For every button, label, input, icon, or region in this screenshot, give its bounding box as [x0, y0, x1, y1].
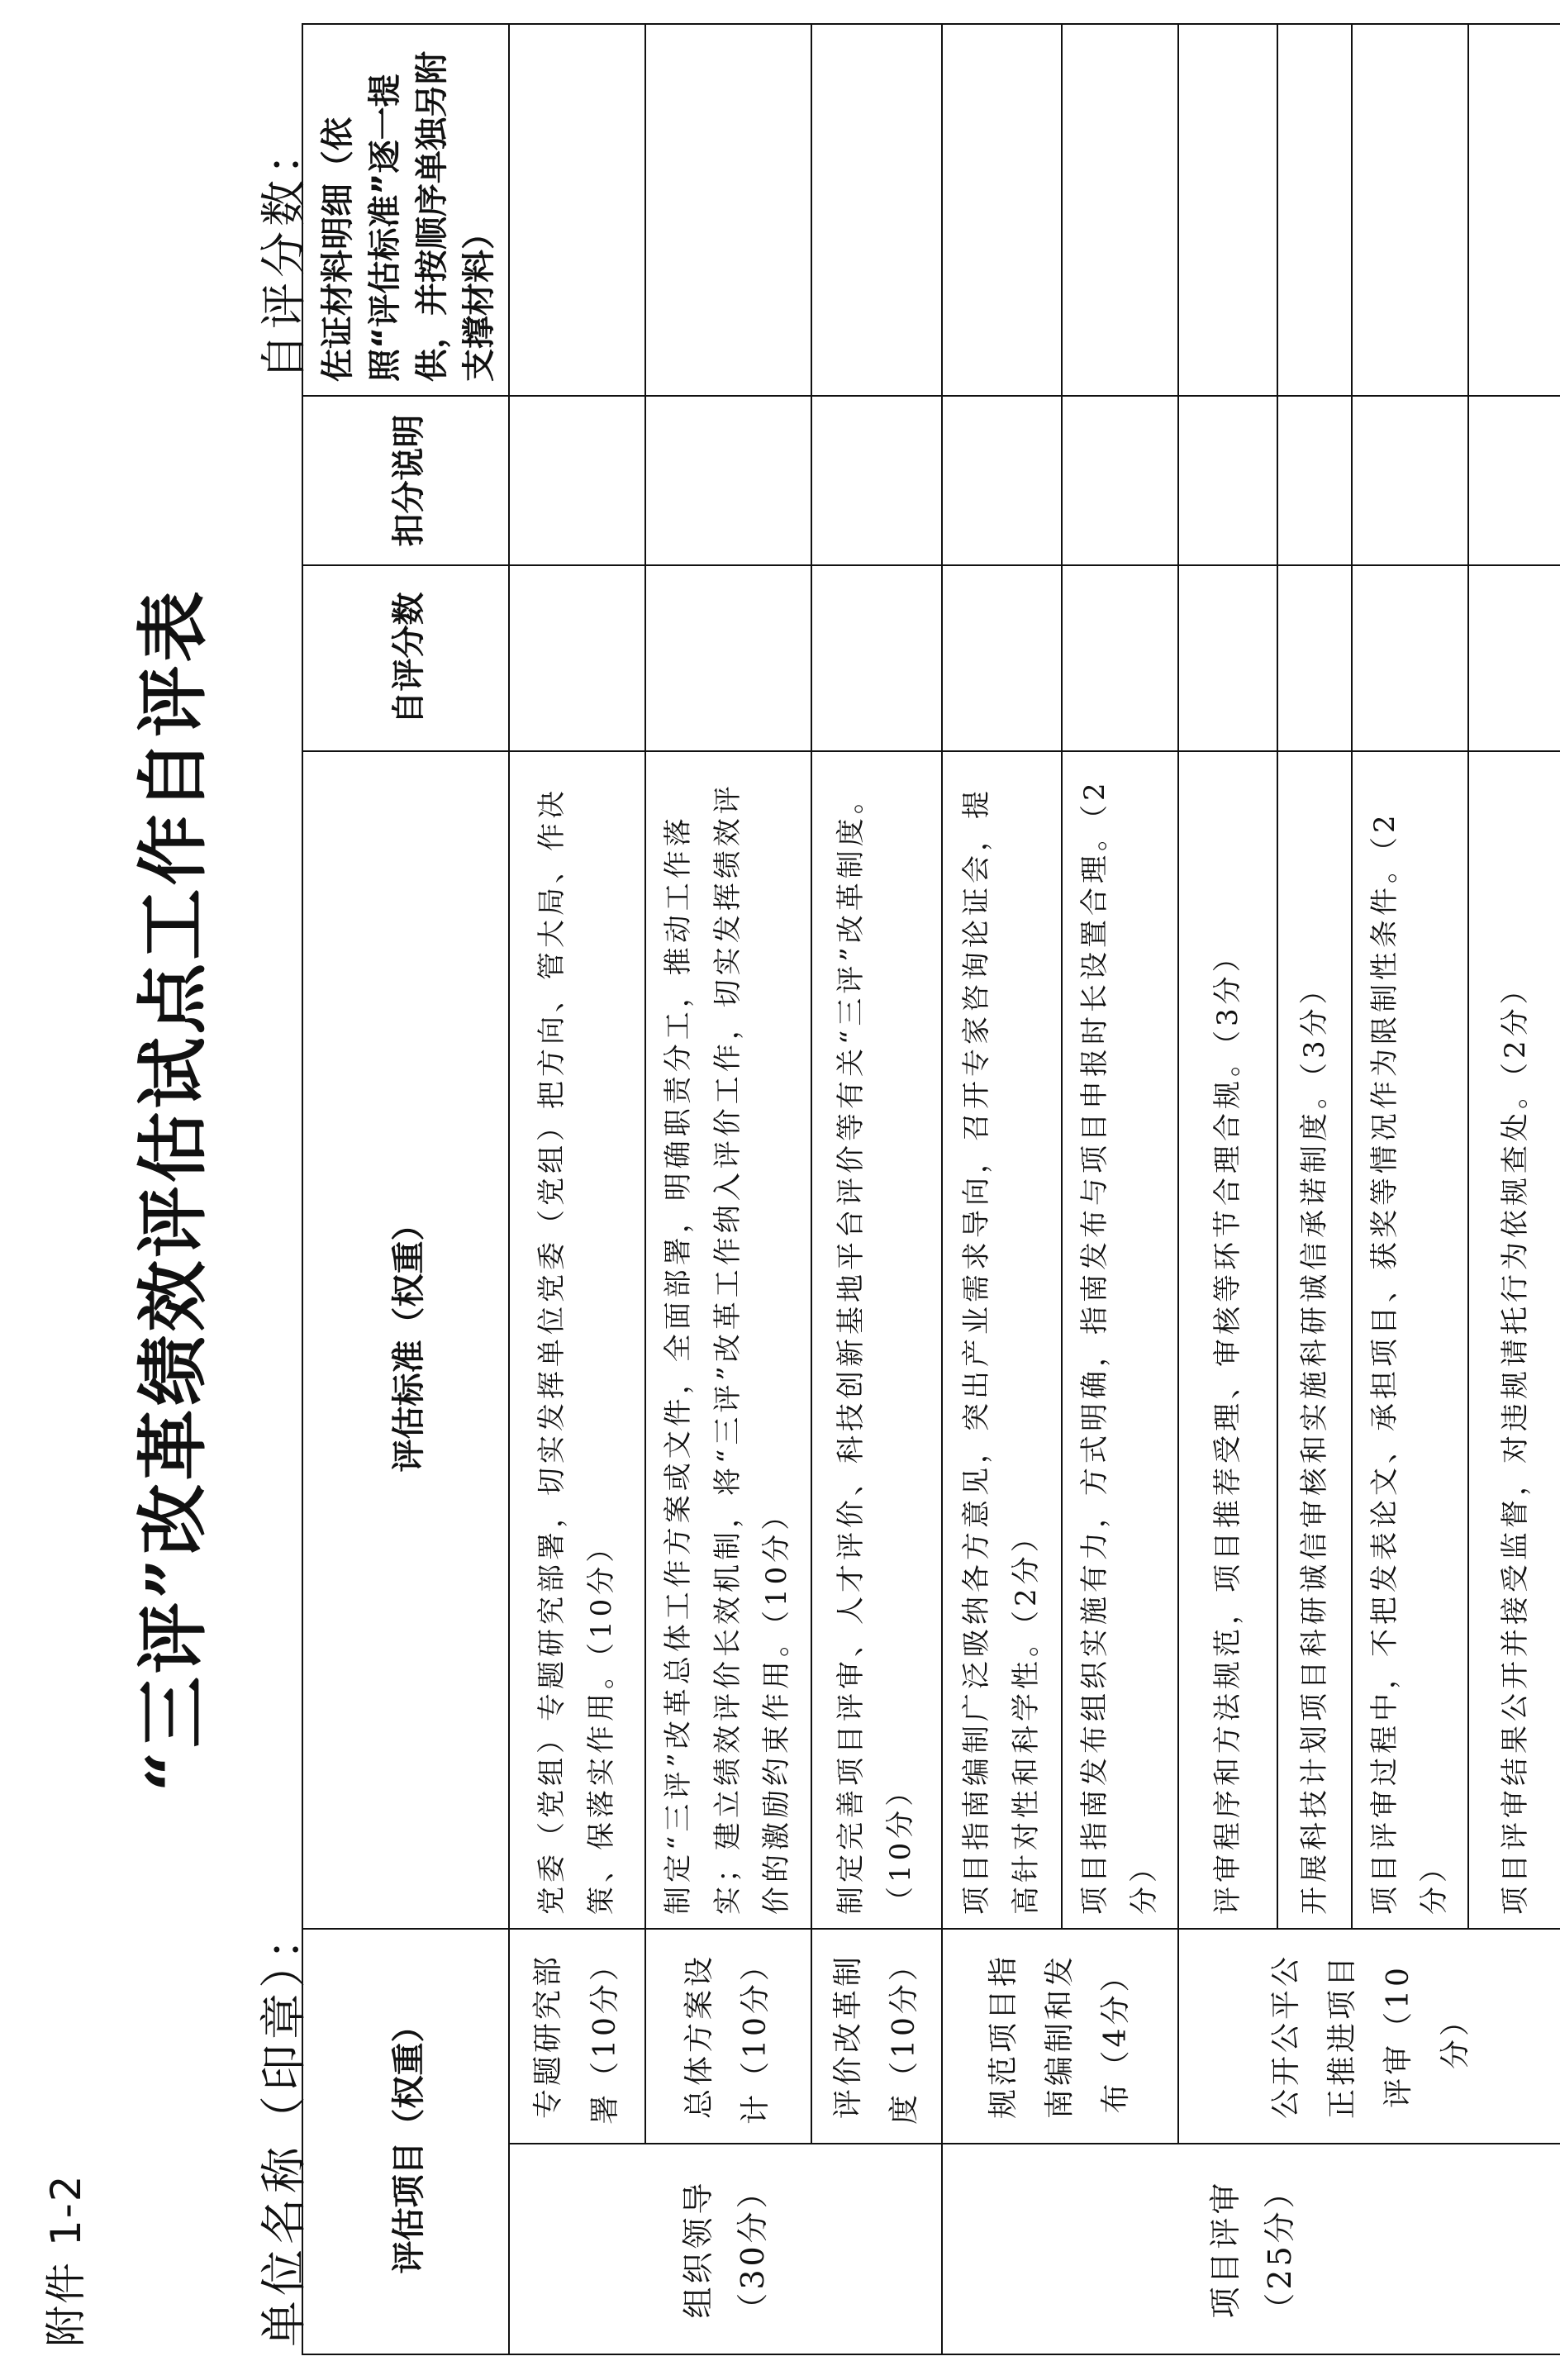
deduction-input-cell[interactable]: [811, 396, 943, 565]
score-input-cell[interactable]: [1062, 565, 1178, 751]
deduction-input-cell[interactable]: [1352, 396, 1468, 565]
page-title: “三评”改革绩效评估试点工作自评表: [131, 588, 215, 1792]
score-input-cell[interactable]: [942, 565, 1062, 751]
annex-label: 附件 1-2: [42, 2173, 90, 2347]
deduction-input-cell[interactable]: [1468, 396, 1560, 565]
score-input-cell[interactable]: [1178, 565, 1277, 751]
score-input-cell[interactable]: [811, 565, 943, 751]
criteria-cell: 制定完善项目评审、人才评价、科技创新基地平台评价等有关“三评”改革制度。（10分）: [811, 751, 943, 1929]
header-score: 自评分数: [302, 565, 509, 751]
item-cell: 公开公平公正推进项目评审（10分）: [1178, 1929, 1560, 2144]
evidence-input-cell[interactable]: [1178, 24, 1277, 396]
header-criteria: 评估标准（权重）: [302, 751, 509, 1929]
category-cell: 组织领导（30分）: [509, 2144, 942, 2354]
table-row: [1178, 24, 1277, 2354]
evidence-input-cell[interactable]: [942, 24, 1062, 396]
criteria-cell: 评审程序和方法规范，项目推荐受理、审核等环节合理合规。（3分）: [1178, 751, 1277, 1929]
deduction-input-cell[interactable]: [509, 396, 645, 565]
table-row: [645, 24, 811, 2354]
evidence-input-cell[interactable]: [645, 24, 811, 396]
item-cell: 专题研究部署（10分）: [509, 1929, 645, 2144]
table-row: [942, 24, 1062, 2354]
deduction-input-cell[interactable]: [1277, 396, 1352, 565]
evidence-input-cell[interactable]: [1062, 24, 1178, 396]
evidence-input-cell[interactable]: [1277, 24, 1352, 396]
item-cell: 规范项目指南编制和发布（4分）: [942, 1929, 1178, 2144]
criteria-cell: 党委（党组）专题研究部署，切实发挥单位党委（党组）把方向、管大局、作决策、保落实作用。（10分）: [509, 751, 645, 1929]
evidence-input-cell[interactable]: [1352, 24, 1468, 396]
score-input-cell[interactable]: [1277, 565, 1352, 751]
evidence-input-cell[interactable]: [811, 24, 943, 396]
self-score-label: 自评分数：: [258, 124, 312, 380]
table-row: [509, 24, 645, 2354]
criteria-cell: 项目评审过程中，不把发表论文、承担项目、获奖等情况作为限制性条件。（2分）: [1352, 751, 1468, 1929]
item-cell: 评价改革制度（10分）: [811, 1929, 943, 2144]
header-evidence: 佐证材料明细（依照“评估标准”逐一提供，并按顺序单独另附支撑材料）: [302, 24, 509, 396]
criteria-cell: 开展科技计划项目科研诚信审核和实施科研诚信承诺制度。（3分）: [1277, 751, 1352, 1929]
deduction-input-cell[interactable]: [1178, 396, 1277, 565]
header-row: [302, 24, 509, 2354]
score-input-cell[interactable]: [1352, 565, 1468, 751]
category-cell: 项目评审（25分）: [942, 2144, 1560, 2354]
evidence-input-cell[interactable]: [1468, 24, 1560, 396]
criteria-cell: 项目评审结果公开并接受监督，对违规请托行为依规查处。（2分）: [1468, 751, 1560, 1929]
score-input-cell[interactable]: [509, 565, 645, 751]
unit-name-label: 单位名称（印章）：: [258, 1909, 312, 2347]
criteria-cell: 制定“三评”改革总体工作方案或文件，全面部署，明确职责分工，推动工作落实；建立绩效评价长效机制，将“三评”改革工作纳入评价工作，切实发挥绩效评价的激励约束作用。（10分）: [645, 751, 811, 1929]
header-item: 评估项目（权重）: [302, 1929, 509, 2354]
criteria-cell: 项目指南编制广泛吸纳各方意见，突出产业需求导向，召开专家咨询论证会，提高针对性和科学性。（2分）: [942, 751, 1062, 1929]
item-cell: 总体方案设计（10分）: [645, 1929, 811, 2144]
header-deduction: 扣分说明: [302, 396, 509, 565]
evidence-input-cell[interactable]: [509, 24, 645, 396]
deduction-input-cell[interactable]: [645, 396, 811, 565]
deduction-input-cell[interactable]: [942, 396, 1062, 565]
criteria-cell: 项目指南发布组织实施有力，方式明确，指南发布与项目申报时长设置合理。（2分）: [1062, 751, 1178, 1929]
deduction-input-cell[interactable]: [1062, 396, 1178, 565]
score-input-cell[interactable]: [645, 565, 811, 751]
score-input-cell[interactable]: [1468, 565, 1560, 751]
table-row: [811, 24, 943, 2354]
self-evaluation-table: [302, 23, 1560, 2355]
